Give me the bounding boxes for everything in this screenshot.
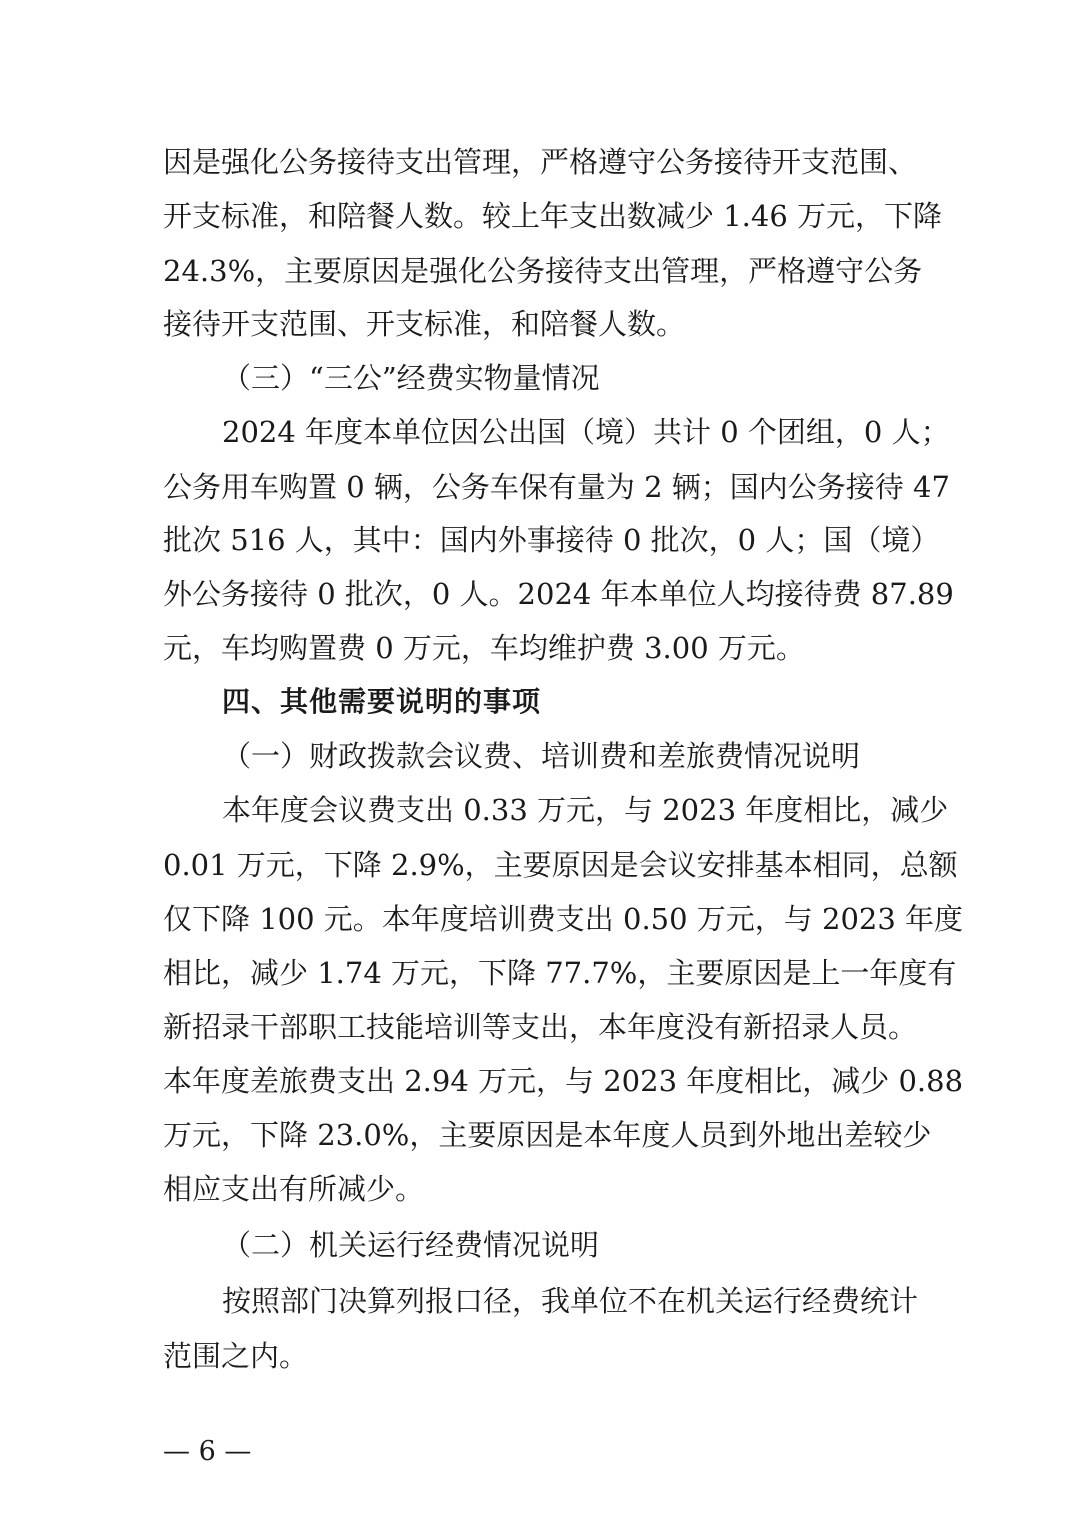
subheading-operating-costs: （二）机关运行经费情况说明 [222, 1228, 600, 1262]
operating-para-line: 按照部门决算列报口径，我单位不在机关运行经费统计 [222, 1284, 919, 1318]
operating-para-line: 范围之内。 [163, 1339, 309, 1373]
subheading-three-public-quantity: （三）“三公”经费实物量情况 [222, 361, 600, 395]
expenses-para-line: 仅下降 100 元。本年度培训费支出 0.50 万元，与 2023 年度 [163, 902, 964, 936]
quantity-para-line: 外公务接待 0 批次，0 人。2024 年本单位人均接待费 87.89 [163, 577, 954, 611]
expenses-para-line: 新招录干部职工技能培训等支出，本年度没有新招录人员。 [163, 1010, 918, 1044]
expenses-para-line: 相应支出有所减少。 [163, 1172, 425, 1206]
hospitality-para-line: 24.3%，主要原因是强化公务接待支出管理，严格遵守公务 [163, 254, 923, 288]
quantity-para-line: 2024 年度本单位因公出国（境）共计 0 个团组，0 人； [222, 415, 950, 449]
section-four-heading: 四、其他需要说明的事项 [222, 685, 542, 718]
expenses-para-line: 本年度差旅费支出 2.94 万元，与 2023 年度相比，减少 0.88 [163, 1064, 964, 1098]
quantity-para-line: 公务用车购置 0 辆，公务车保有量为 2 辆；国内公务接待 47 [163, 470, 950, 504]
hospitality-para-line: 接待开支范围、开支标准，和陪餐人数。 [163, 307, 686, 341]
page-number: — 6 — [163, 1436, 252, 1467]
subheading-meeting-training-travel: （一）财政拨款会议费、培训费和差旅费情况说明 [222, 739, 861, 773]
expenses-para-line: 0.01 万元，下降 2.9%，主要原因是会议安排基本相同，总额 [163, 848, 958, 882]
expenses-para-line: 相比，减少 1.74 万元，下降 77.7%，主要原因是上一年度有 [163, 956, 957, 990]
quantity-para-line: 批次 516 人，其中：国内外事接待 0 批次，0 人；国（境） [163, 523, 940, 557]
expenses-para-line: 万元，下降 23.0%，主要原因是本年度人员到外地出差较少 [163, 1118, 932, 1152]
expenses-para-line: 本年度会议费支出 0.33 万元，与 2023 年度相比，减少 [222, 793, 949, 827]
quantity-para-line: 元，车均购置费 0 万元，车均维护费 3.00 万元。 [163, 631, 805, 665]
hospitality-para-line: 因是强化公务接待支出管理，严格遵守公务接待开支范围、 [163, 145, 918, 179]
hospitality-para-line: 开支标准，和陪餐人数。较上年支出数减少 1.46 万元，下降 [163, 199, 943, 233]
